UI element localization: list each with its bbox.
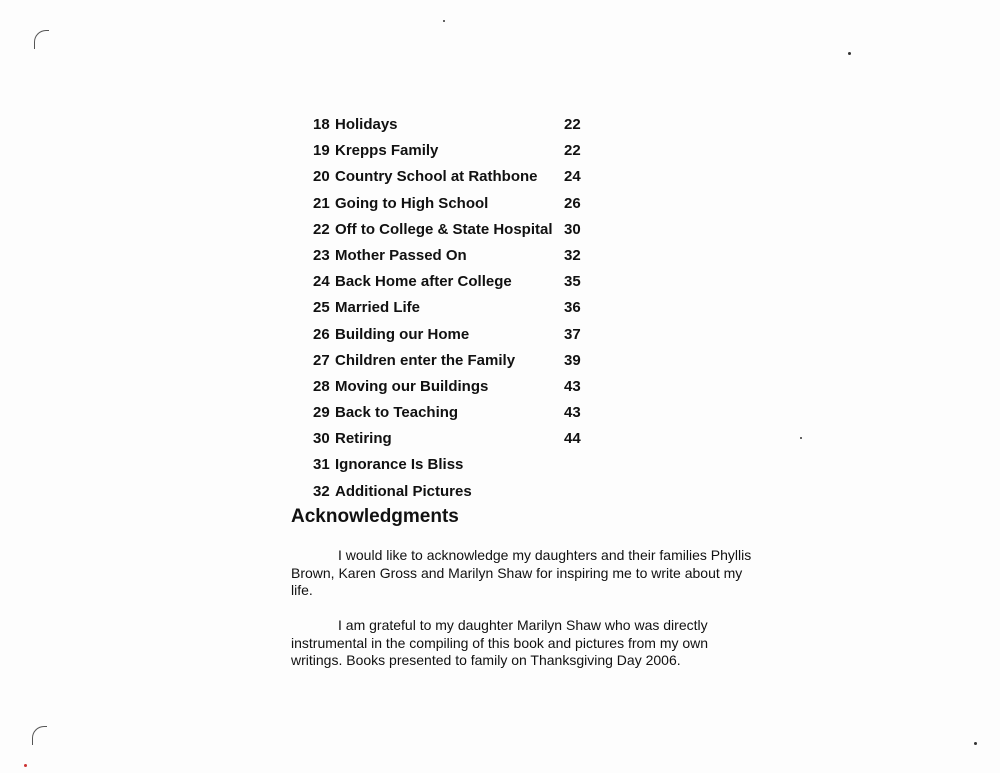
- toc-entry-number: 23: [313, 246, 330, 264]
- toc-entry: [313, 322, 603, 348]
- toc-entry-page: 32: [564, 246, 581, 264]
- toc-entry: [313, 426, 603, 452]
- acknowledgments-paragraph: I am grateful to my daughter Marilyn Shaw who was directly instrumental in the compiling of this book and pictures from my own writings. Books presented to family on Thanksgiving Day 2006.: [291, 617, 709, 668]
- toc-entry-title: Going to High School: [335, 194, 489, 212]
- toc-entry-title: Retiring: [335, 430, 392, 448]
- toc-entry-title: Back Home after College: [335, 273, 512, 291]
- toc-entry-title: Holidays: [335, 116, 398, 133]
- toc-entry: [313, 295, 603, 321]
- scan-speck: [443, 20, 445, 22]
- toc-entry: [313, 269, 603, 295]
- toc-entry-page: 37: [564, 325, 581, 343]
- scan-corner-mark-bottom: [32, 726, 47, 745]
- toc-entry: [313, 112, 603, 138]
- toc-entry: [313, 138, 603, 164]
- toc-entry: [313, 217, 603, 243]
- toc-entry-page: 24: [564, 168, 581, 186]
- toc-entry: [313, 400, 603, 426]
- toc-entry-title: Building our Home: [335, 325, 470, 343]
- toc-entry: [313, 374, 603, 400]
- toc-entry-title: Moving our Buildings: [335, 377, 489, 395]
- toc-entry: [313, 191, 603, 217]
- toc-entry-number: 28: [313, 377, 330, 395]
- toc-entry-page: 44: [564, 430, 581, 448]
- toc-entry-page: 22: [564, 142, 581, 160]
- toc-entry-number: 32: [313, 482, 330, 500]
- toc-entry-title: Married Life: [335, 299, 421, 317]
- scan-speck: [848, 52, 851, 55]
- toc-entry-title: Back to Teaching: [335, 404, 459, 422]
- toc-entry-page: 39: [564, 351, 581, 369]
- toc-entry-number: 18: [313, 116, 330, 133]
- toc-entry: [313, 479, 603, 505]
- toc-entry-title: Krepps Family: [335, 142, 439, 160]
- toc-entry-page: 43: [564, 377, 581, 395]
- toc-entry-page: 36: [564, 299, 581, 317]
- toc-entry-number: 27: [313, 351, 330, 369]
- toc-entry-page: 43: [564, 404, 581, 422]
- toc-entry-page: 26: [564, 194, 581, 212]
- toc-entry-number: 25: [313, 299, 330, 317]
- toc-entry-number: 24: [313, 273, 330, 291]
- toc-entry-number: 19: [313, 142, 330, 160]
- scan-corner-mark-top: [34, 30, 49, 49]
- toc-entry: [313, 348, 603, 374]
- toc-entry-title: Country School at Rathbone: [335, 168, 538, 186]
- toc-entry-page: 30: [564, 220, 581, 238]
- toc-entry-number: 20: [313, 168, 330, 186]
- acknowledgments-paragraph: I would like to acknowledge my daughters and their families Phyllis Brown, Karen Gross and Marilyn Shaw for inspiring me to write about my life.: [291, 547, 752, 598]
- toc-entry-title: Ignorance Is Bliss: [335, 456, 464, 474]
- toc-entry-title: Children enter the Family: [335, 351, 516, 369]
- scan-speck: [800, 437, 802, 439]
- toc-entry: [313, 452, 603, 478]
- toc-entry-title: Mother Passed On: [335, 246, 467, 264]
- toc-entry-number: 31: [313, 456, 330, 474]
- toc-entry-number: 29: [313, 404, 330, 422]
- toc-entry-title: Off to College & State Hospital: [335, 220, 553, 238]
- toc-entry-page: 35: [564, 273, 581, 291]
- toc-entry-number: 22: [313, 220, 330, 238]
- scan-speck: [974, 742, 977, 745]
- toc-entry-number: 26: [313, 325, 330, 343]
- toc-entry-page: 22: [564, 116, 581, 133]
- scan-speck: [24, 764, 27, 767]
- toc-entry: [313, 243, 603, 269]
- toc-entry-title: Additional Pictures: [335, 482, 472, 500]
- toc-entry-number: 30: [313, 430, 330, 448]
- toc-entry-number: 21: [313, 194, 330, 212]
- acknowledgments-heading: Acknowledgments: [291, 506, 459, 527]
- toc-entry: [313, 164, 603, 190]
- table-of-contents: [313, 112, 603, 505]
